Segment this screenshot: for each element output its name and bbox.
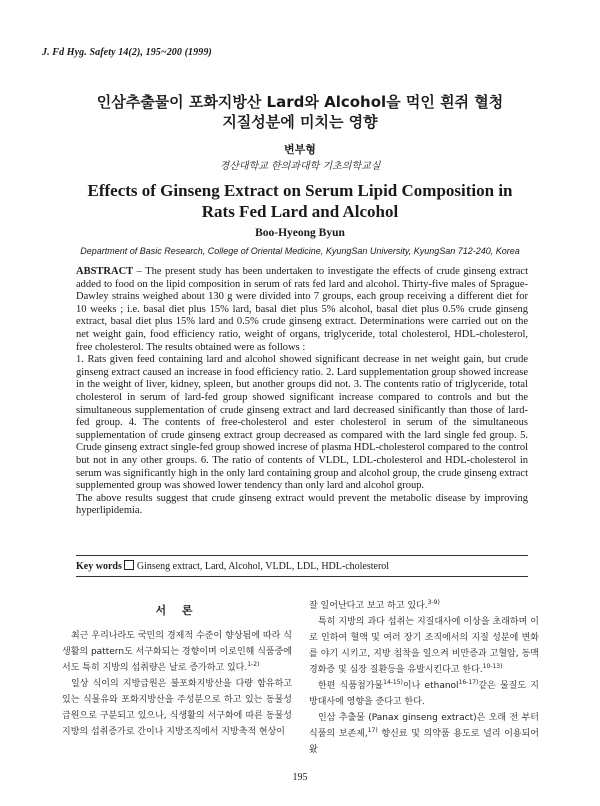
keywords <box>76 560 528 572</box>
english-title-line-2: Rats Fed Lard and Alcohol <box>201 202 399 221</box>
keywords-top-rule <box>76 555 528 556</box>
section-heading-introduction: 서 론 <box>155 604 199 617</box>
keywords-terms: Ginseng extract, Lard, Alcohol, VLDL, LDL, HDL-cholesterol <box>136 561 390 572</box>
abstract-conclusion: The above results suggest that crude ginseng extract would prevent the metabolic disease by improving hyperlipidemia. <box>76 492 528 517</box>
english-author: Boo-Hyeong Byun <box>255 227 345 239</box>
citation-ref: 16-17) <box>458 679 479 686</box>
korean-affiliation: 경산대학교 한의과대학 기초의학교실 <box>219 161 381 172</box>
english-title-line-1: Effects of Ginseng Extract on Serum Lipid Composition in <box>87 181 513 200</box>
left-paragraph-2: 일상 식이의 지방급원은 불포화지방산을 다량 함유하고 있는 식물유와 포화지방산을 주성분으로 하고 있는 동물성 급원으로 구분되고 있으나, 식생활의 서구화에 따른 동물성 지방의 섭취증가로 간이나 지방조직에서 지방축적 현상이 <box>62 679 292 737</box>
right-column <box>309 598 539 758</box>
citation-ref: 3-9) <box>427 599 440 606</box>
left-paragraph-1: 최근 우리나라도 국민의 경제적 수준이 향상됨에 따라 식생활의 pattern도 서구화되는 경향이며 이로인해 식품중에서도 특히 지방의 섭취량은 날로 증가하고 있다.$^{1-2)}$ <box>62 631 292 673</box>
korean-author: 변부형 <box>284 143 316 156</box>
checkbox-square-icon <box>124 560 134 570</box>
abstract-heading: ABSTRACT <box>76 266 134 277</box>
right-paragraph-1: 잘 일어난다고 보고 하고 있다.$^{3-9)}$ <box>309 599 440 611</box>
right-paragraph-2: 특히 지방의 과다 섭취는 지질대사에 이상을 초래하며 이로 인하여 혈액 및 여러 장기 조직에서의 지질 성분에 변화를 야기 시키고, 지방 침착을 일으켜 비만증과 고혈압, 동맥경화증 및 심장 질환등을 유발시킨다고 한다.$^{10-13)}$ <box>309 617 539 675</box>
korean-title-line-1: 인삼추출물이 포화지방산 Lard와 Alcohol을 먹인 흰쥐 혈청 <box>96 93 504 111</box>
citation-ref: 17) <box>367 727 378 734</box>
citation-ref: 10-13) <box>482 663 503 670</box>
citation-ref: 14-15) <box>383 679 403 686</box>
keywords-label: Key words <box>76 561 122 572</box>
abstract-results: 1. Rats given feed containing lard and alcohol showed significant decrease in net weight gain, but crude ginseng extract caused an increase in food efficiency ratio. 2. Lard supplementation group showed increase in the weight of liver, kidney, spleen, but another groups did not. 3. The contents ratio of triglyceride, total cholesterol in serum of lard-fed group showed significant increase compared to controls and but the simultaneous supplementation of crude ginseng extract and lard decreased sinificantly than those of lard-fed group. 4. The contents of free-cholesterol and ester cholesterol in serum of the simultaneous supplementation of crude ginseng extract group decreased as compared with the lard single fed group. 5. Crude ginseng extract single-fed group showed increse of plasma HDL-cholesterol compared to the control but not in any other groups. 6. The ratio of contents of VLDL, LDL-cholesterol and HDL-cholesterol in serum was significantly high in the only lard containing group and alcohol group, the crude ginseng extract supplemented group was showed lower tendency than only lard and alcohol group. <box>76 354 528 492</box>
right-paragraph-3: 한편 식품첨가물$^{14-15)}$이나 ethanol$^{16-17)}$같은 물질도 지방대사에 영향을 준다고 한다. <box>309 679 539 707</box>
abstract-intro: – The present study has been undertaken to investigate the effects of crude ginseng extract added to food on the lipid composition in serum of rats fed lard and alcohol. Thirty-five males of Sprague-Dawley strains weighed about 130 g were divided into 7 groups, each group receiving a different diet for 10 weeks ; i.e. basal diet plus 15% lard, basal diet plus 5% alcohol, basal diet plus 0.5% crude ginseng extract, basal diet plus 15% lard and 0.5% crude ginseng extract. Determinations were carried out on the net weight gain, food efficiency ratio, weight of organs, triglyceride, total cholesterol, HDL-cholesterol, free cholesterol. The results obtained were as follows : <box>76 266 528 353</box>
abstract <box>76 266 528 518</box>
left-column <box>62 628 292 740</box>
abstract-paragraph-1 <box>76 266 528 354</box>
korean-title-line-2: 지질성분에 미치는 영향 <box>222 113 378 131</box>
journal-citation: J. Fd Hyg. Safety 14(2), 195~200 (1999) <box>42 47 212 58</box>
page-number: 195 <box>292 772 308 783</box>
keywords-bottom-rule <box>76 576 528 577</box>
citation-ref: 1-2) <box>247 661 260 668</box>
right-paragraph-4: 인삼 추출물 (Panax ginseng extract)은 오래 전 부터 식품의 보존제,$^{17)}$ 향신료 및 의약품 용도로 널리 이용되어왔 <box>309 713 539 755</box>
english-affiliation: Department of Basic Research, College of Oriental Medicine, KyungSan University, KyungSan 712-240, Korea <box>80 246 520 256</box>
